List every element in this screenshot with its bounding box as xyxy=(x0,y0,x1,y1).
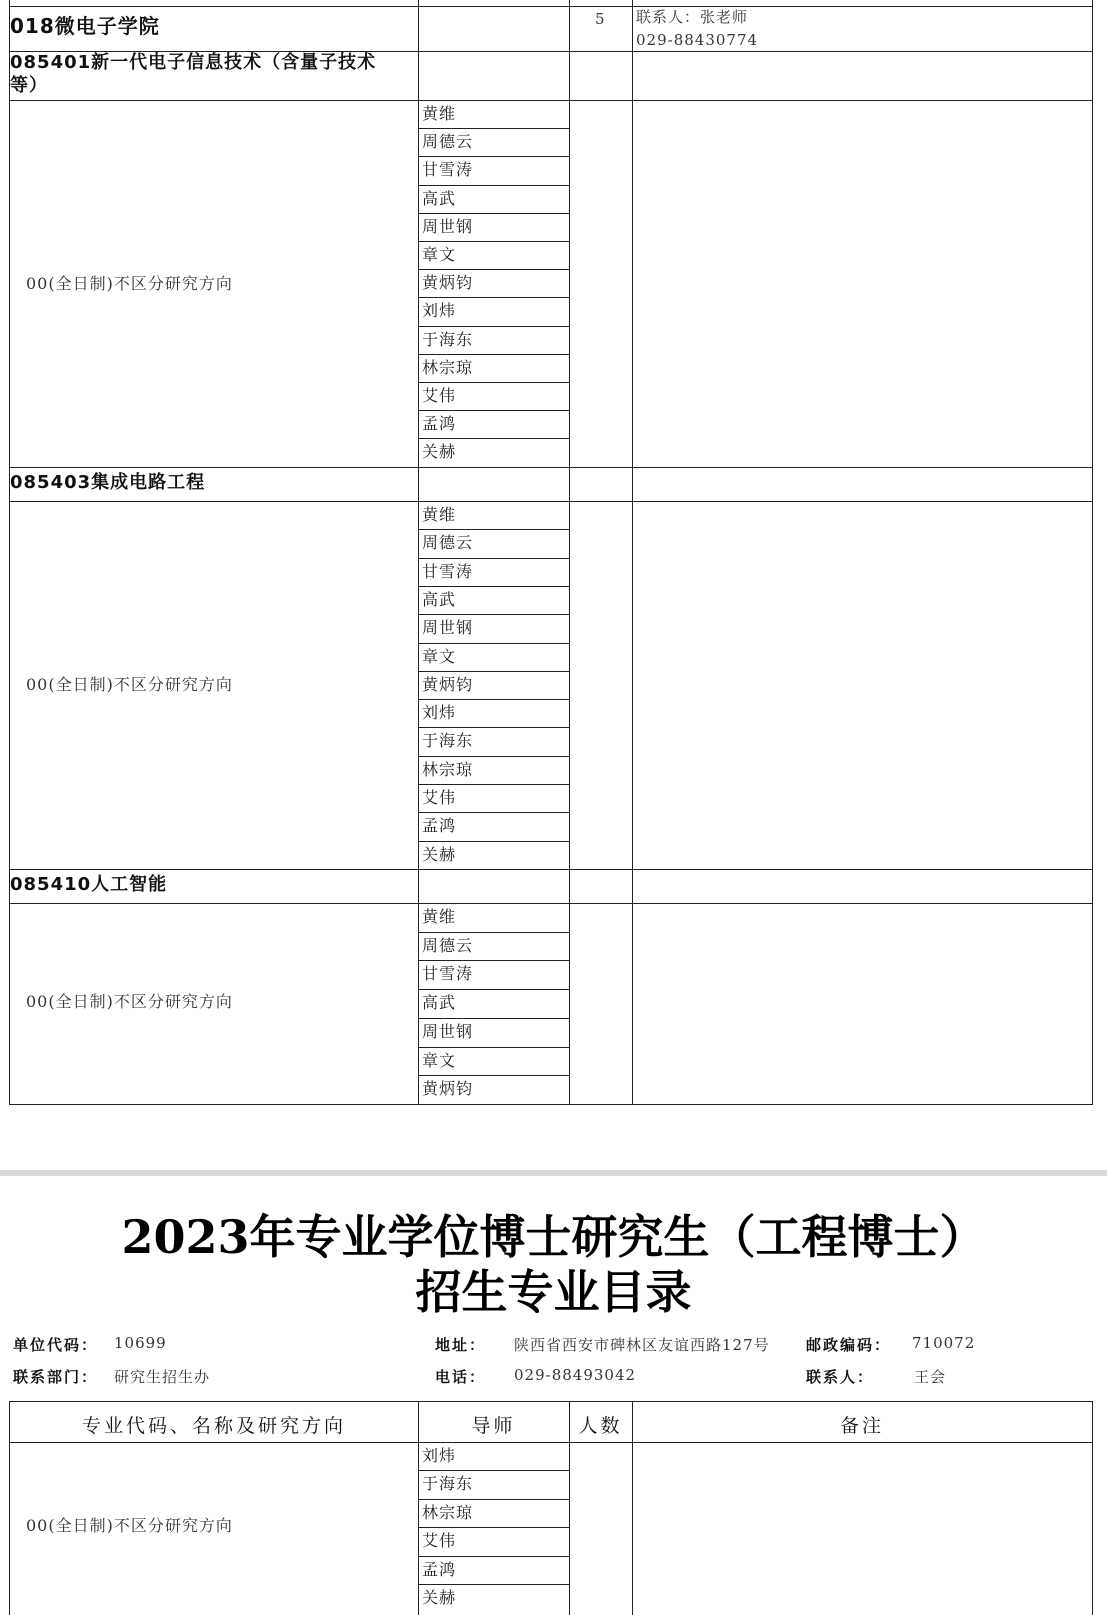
tutor-name: 艾伟 xyxy=(422,788,457,807)
unit-code-label: 单位代码： xyxy=(13,1336,99,1354)
tutor-divider xyxy=(418,354,570,355)
address-label: 地址： xyxy=(435,1336,487,1354)
tutor-divider xyxy=(418,1584,570,1585)
tutor-name: 章文 xyxy=(422,245,457,264)
tutor-divider xyxy=(418,812,570,813)
page-separator xyxy=(0,1140,1107,1176)
tutor-divider xyxy=(418,438,570,439)
tutor-name: 周德云 xyxy=(422,533,474,553)
tutor-divider xyxy=(418,1499,570,1500)
tutor-divider xyxy=(418,529,570,530)
tutor-divider xyxy=(418,699,570,700)
tutor-divider xyxy=(418,382,570,383)
table-border-right xyxy=(1092,1401,1093,1615)
phone-label: 电话： xyxy=(435,1368,487,1386)
tutor-name: 章文 xyxy=(422,1050,457,1070)
row-line xyxy=(9,467,1093,468)
tutor-divider xyxy=(418,932,570,933)
row-line xyxy=(9,501,1093,502)
tutor-divider xyxy=(418,1527,570,1528)
tutor-name: 于海东 xyxy=(422,1474,474,1494)
tutor-name: 黄炳钧 xyxy=(422,1079,474,1099)
dept: 研究生招生办 xyxy=(114,1368,211,1386)
research-direction: 00(全日制)不区分研究方向 xyxy=(26,992,233,1011)
table-top-line xyxy=(9,1401,1093,1402)
tutor-divider xyxy=(418,1556,570,1557)
header-tutor: 导师 xyxy=(471,1415,516,1437)
row-line xyxy=(9,869,1093,870)
table-border-left xyxy=(9,0,10,1105)
tutor-name: 甘雪涛 xyxy=(422,561,474,581)
tutor-name: 黄维 xyxy=(422,505,457,524)
tutor-name: 林宗琼 xyxy=(422,759,474,779)
tutor-divider xyxy=(418,269,570,270)
postcode-label: 邮政编码： xyxy=(806,1336,892,1354)
contact-label: 联系人： xyxy=(806,1368,875,1386)
tutor-name: 孟鸿 xyxy=(422,1559,457,1579)
tutor-name: 艾伟 xyxy=(422,1531,457,1551)
postcode: 710072 xyxy=(912,1334,976,1352)
tutor-divider xyxy=(418,671,570,672)
tutor-divider xyxy=(418,326,570,327)
tutor-name: 刘炜 xyxy=(422,301,457,321)
tutor-divider xyxy=(418,756,570,757)
tutor-divider xyxy=(418,989,570,990)
tutor-name: 艾伟 xyxy=(422,386,457,405)
tutor-divider xyxy=(418,841,570,842)
tutor-name: 黄炳钧 xyxy=(422,674,474,694)
tutor-divider xyxy=(418,614,570,615)
row-line xyxy=(9,100,1093,101)
col-divider-2 xyxy=(569,0,570,1105)
tutor-name: 于海东 xyxy=(422,329,474,349)
tutor-divider xyxy=(418,727,570,728)
tutor-name: 周世钢 xyxy=(422,216,474,236)
tutor-name: 林宗琼 xyxy=(422,1502,474,1522)
tutor-name: 关赫 xyxy=(422,442,457,462)
tutor-name: 关赫 xyxy=(422,1588,457,1607)
tutor-name: 刘炜 xyxy=(422,703,457,723)
tutor-divider xyxy=(418,558,570,559)
research-direction: 00(全日制)不区分研究方向 xyxy=(26,274,233,293)
research-direction: 00(全日制)不区分研究方向 xyxy=(26,675,233,694)
header-notes: 备注 xyxy=(839,1415,884,1437)
tutor-divider xyxy=(418,410,570,411)
tutor-divider xyxy=(418,1075,570,1076)
tutor-divider xyxy=(418,1018,570,1019)
tutor-divider xyxy=(418,1047,570,1048)
phone: 029-88493042 xyxy=(514,1366,637,1384)
tutor-name: 林宗琼 xyxy=(422,357,474,377)
tutor-divider xyxy=(418,241,570,242)
tutor-name: 关赫 xyxy=(422,844,457,864)
tutor-divider xyxy=(418,156,570,157)
tutor-name: 章文 xyxy=(422,646,457,666)
college-name: 018微电子学院 xyxy=(10,14,160,38)
college-contact: 联系人：张老师 xyxy=(636,8,749,26)
major-title: 085410人工智能 xyxy=(10,874,168,895)
tutor-divider xyxy=(418,185,570,186)
tutor-divider xyxy=(418,1470,570,1471)
header-quota: 人数 xyxy=(578,1415,623,1437)
row-line xyxy=(9,903,1093,904)
research-direction: 00(全日制)不区分研究方向 xyxy=(26,1516,233,1535)
major-title: 085403集成电路工程 xyxy=(10,472,206,493)
col-divider-3 xyxy=(632,0,633,1105)
tutor-name: 孟鸿 xyxy=(422,414,457,434)
tutor-name: 周世钢 xyxy=(422,618,474,638)
tutor-name: 周德云 xyxy=(422,132,474,152)
tutor-name: 甘雪涛 xyxy=(422,160,474,180)
col-divider-1 xyxy=(418,0,419,1105)
major-title: 085401新一代电子信息技术（含量子技术 xyxy=(10,52,377,73)
dept-label: 联系部门： xyxy=(13,1368,99,1386)
tutor-name: 高武 xyxy=(422,188,457,208)
major-title-cont: 等） xyxy=(10,75,48,96)
tutor-name: 周德云 xyxy=(422,935,474,955)
tutor-name: 黄炳钧 xyxy=(422,273,474,293)
tutor-name: 甘雪涛 xyxy=(422,964,474,984)
catalog-page-2 xyxy=(0,1176,1107,1615)
tutor-name: 高武 xyxy=(422,993,457,1013)
header-bottom-line xyxy=(9,1442,1093,1443)
tutor-name: 孟鸿 xyxy=(422,816,457,836)
college-quota: 5 xyxy=(595,10,606,28)
tutor-name: 周世钢 xyxy=(422,1021,474,1041)
tutor-divider xyxy=(418,128,570,129)
unit-code: 10699 xyxy=(114,1334,167,1352)
row-line xyxy=(9,6,1093,7)
tutor-name: 黄维 xyxy=(422,104,457,123)
college-phone: 029-88430774 xyxy=(636,31,759,49)
tutor-name: 黄维 xyxy=(422,907,457,926)
tutor-divider xyxy=(418,297,570,298)
contact: 王会 xyxy=(914,1368,947,1386)
header-major: 专业代码、名称及研究方向 xyxy=(81,1415,346,1437)
tutor-divider xyxy=(418,960,570,961)
catalog-title: 2023年专业学位博士研究生（工程博士） xyxy=(121,1210,986,1264)
table-border-right xyxy=(1092,0,1093,1105)
table-bottom-line xyxy=(9,1104,1093,1105)
tutor-divider xyxy=(418,213,570,214)
tutor-divider xyxy=(418,586,570,587)
tutor-divider xyxy=(418,784,570,785)
tutor-name: 于海东 xyxy=(422,731,474,751)
tutor-name: 高武 xyxy=(422,589,457,609)
tutor-divider xyxy=(418,643,570,644)
tutor-name: 刘炜 xyxy=(422,1446,457,1465)
catalog-subtitle: 招生专业目录 xyxy=(415,1265,692,1319)
address: 陕西省西安市碑林区友谊西路127号 xyxy=(514,1336,770,1354)
